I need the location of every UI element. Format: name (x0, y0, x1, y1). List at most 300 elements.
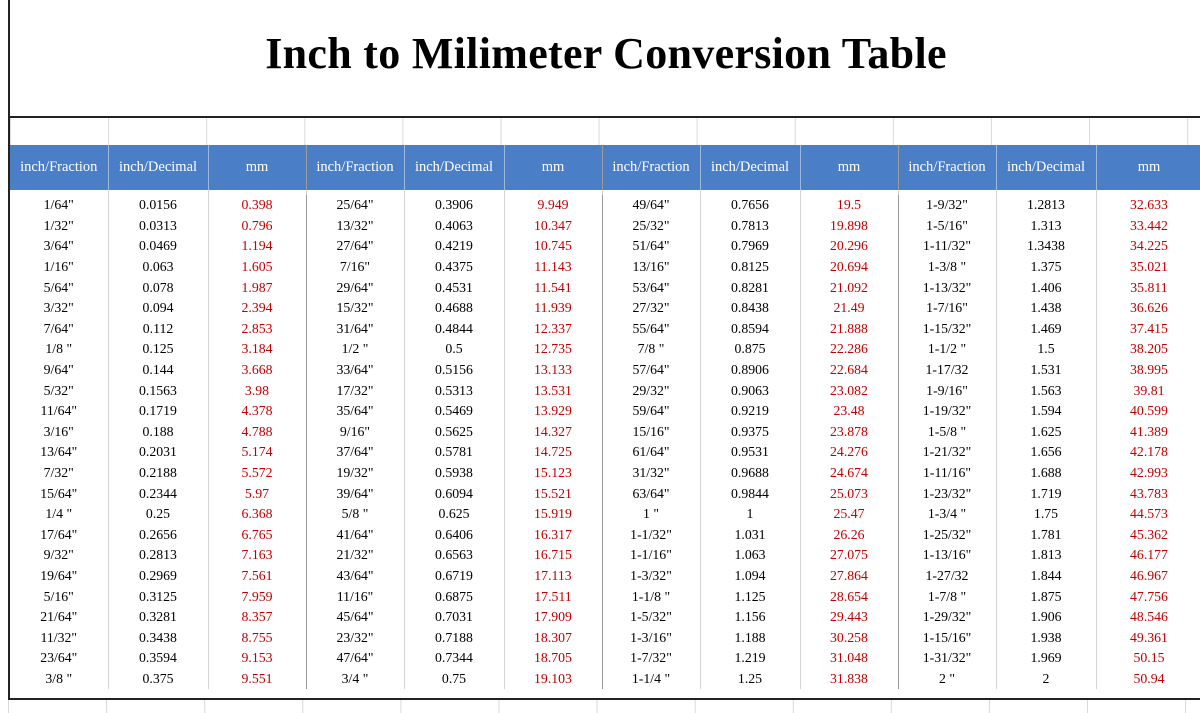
decimal-cell: 0.6875 (404, 586, 504, 607)
mm-cell: 35.811 (1096, 277, 1200, 298)
fraction-cell: 31/32" (602, 463, 700, 484)
mm-cell: 4.378 (208, 401, 306, 422)
fraction-cell: 3/64" (10, 236, 108, 257)
decimal-cell: 0.112 (108, 319, 208, 340)
mm-cell: 20.296 (800, 236, 898, 257)
decimal-cell: 1.563 (996, 380, 1096, 401)
mm-cell: 3.184 (208, 339, 306, 360)
decimal-cell: 1.3438 (996, 236, 1096, 257)
decimal-cell: 2 (996, 669, 1096, 690)
table-row (10, 277, 1200, 298)
mm-cell: 0.796 (208, 216, 306, 237)
mm-cell: 46.967 (1096, 566, 1200, 587)
fraction-cell: 1-13/32" (898, 277, 996, 298)
fraction-cell: 9/16" (306, 422, 404, 443)
mm-cell: 32.633 (1096, 195, 1200, 216)
mm-cell: 31.838 (800, 669, 898, 690)
mm-cell: 47.756 (1096, 586, 1200, 607)
table-row (10, 483, 1200, 504)
mm-cell: 19.103 (504, 669, 602, 690)
fraction-cell: 5/32" (10, 380, 108, 401)
fraction-cell: 5/8 " (306, 504, 404, 525)
fraction-cell: 51/64" (602, 236, 700, 257)
table-row (10, 422, 1200, 443)
mm-cell: 2.394 (208, 298, 306, 319)
mm-cell: 2.853 (208, 319, 306, 340)
decimal-cell: 1.781 (996, 525, 1096, 546)
fraction-cell: 7/16" (306, 257, 404, 278)
fraction-cell: 3/16" (10, 422, 108, 443)
mm-cell: 44.573 (1096, 504, 1200, 525)
table-row (10, 566, 1200, 587)
fraction-cell: 1-11/32" (898, 236, 996, 257)
header-row (10, 145, 1200, 190)
fraction-cell: 55/64" (602, 319, 700, 340)
mm-cell: 28.654 (800, 586, 898, 607)
decimal-cell: 0.8594 (700, 319, 800, 340)
mm-cell: 11.541 (504, 277, 602, 298)
table-body (10, 190, 1200, 689)
mm-cell: 1.605 (208, 257, 306, 278)
mm-cell: 4.788 (208, 422, 306, 443)
decimal-cell: 0.063 (108, 257, 208, 278)
fraction-cell: 1-15/32" (898, 319, 996, 340)
column-header-2: inch/Decimal (108, 145, 208, 190)
mm-cell: 33.442 (1096, 216, 1200, 237)
mm-cell: 21.49 (800, 298, 898, 319)
decimal-cell: 0.9844 (700, 483, 800, 504)
mm-cell: 16.715 (504, 545, 602, 566)
mm-cell: 37.415 (1096, 319, 1200, 340)
mm-cell: 5.572 (208, 463, 306, 484)
decimal-cell: 0.8125 (700, 257, 800, 278)
fraction-cell: 1/4 " (10, 504, 108, 525)
fraction-cell: 1-15/16" (898, 627, 996, 648)
fraction-cell: 57/64" (602, 360, 700, 381)
mm-cell: 24.674 (800, 463, 898, 484)
mm-cell: 21.092 (800, 277, 898, 298)
mm-cell: 22.286 (800, 339, 898, 360)
fraction-cell: 1-3/4 " (898, 504, 996, 525)
mm-cell: 11.143 (504, 257, 602, 278)
table-row (10, 669, 1200, 690)
mm-cell: 17.113 (504, 566, 602, 587)
table-row (10, 380, 1200, 401)
decimal-cell: 1.469 (996, 319, 1096, 340)
decimal-cell: 0.2031 (108, 442, 208, 463)
mm-cell: 19.898 (800, 216, 898, 237)
fraction-cell: 17/32" (306, 380, 404, 401)
page-title: Inch to Milimeter Conversion Table (265, 29, 947, 78)
mm-cell: 15.919 (504, 504, 602, 525)
mm-cell: 19.5 (800, 195, 898, 216)
table-row (10, 627, 1200, 648)
fraction-cell: 35/64" (306, 401, 404, 422)
decimal-cell: 0.1719 (108, 401, 208, 422)
fraction-cell: 1-29/32" (898, 607, 996, 628)
mm-cell: 42.178 (1096, 442, 1200, 463)
mm-cell: 8.357 (208, 607, 306, 628)
decimal-cell: 0.2188 (108, 463, 208, 484)
decimal-cell: 1.406 (996, 277, 1096, 298)
fraction-cell: 3/4 " (306, 669, 404, 690)
decimal-cell: 0.6719 (404, 566, 504, 587)
fraction-cell: 49/64" (602, 195, 700, 216)
decimal-cell: 1.875 (996, 586, 1096, 607)
empty-spreadsheet-row (10, 118, 1200, 145)
fraction-cell: 7/64" (10, 319, 108, 340)
decimal-cell: 0.125 (108, 339, 208, 360)
mm-cell: 45.362 (1096, 525, 1200, 546)
mm-cell: 6.765 (208, 525, 306, 546)
decimal-cell: 0.4688 (404, 298, 504, 319)
decimal-cell: 0.4844 (404, 319, 504, 340)
fraction-cell: 13/32" (306, 216, 404, 237)
decimal-cell: 0.375 (108, 669, 208, 690)
table-row (10, 236, 1200, 257)
decimal-cell: 0.5469 (404, 401, 504, 422)
mm-cell: 10.745 (504, 236, 602, 257)
fraction-cell: 29/64" (306, 277, 404, 298)
fraction-cell: 23/64" (10, 648, 108, 669)
decimal-cell: 1.906 (996, 607, 1096, 628)
table-row (10, 401, 1200, 422)
mm-cell: 41.389 (1096, 422, 1200, 443)
decimal-cell: 1.25 (700, 669, 800, 690)
mm-cell: 36.626 (1096, 298, 1200, 319)
column-header-4: inch/Fraction (306, 145, 404, 190)
decimal-cell: 0.5625 (404, 422, 504, 443)
table-row (10, 339, 1200, 360)
fraction-cell: 7/8 " (602, 339, 700, 360)
mm-cell: 3.98 (208, 380, 306, 401)
decimal-cell: 1 (700, 504, 800, 525)
mm-cell: 7.163 (208, 545, 306, 566)
decimal-cell: 0.75 (404, 669, 504, 690)
mm-cell: 21.888 (800, 319, 898, 340)
mm-cell: 38.995 (1096, 360, 1200, 381)
fraction-cell: 1-7/16" (898, 298, 996, 319)
fraction-cell: 2 " (898, 669, 996, 690)
column-header-11: inch/Decimal (996, 145, 1096, 190)
decimal-cell: 0.9219 (700, 401, 800, 422)
fraction-cell: 1-1/32" (602, 525, 700, 546)
fraction-cell: 3/8 " (10, 669, 108, 690)
fraction-cell: 1-1/16" (602, 545, 700, 566)
mm-cell: 16.317 (504, 525, 602, 546)
decimal-cell: 0.5313 (404, 380, 504, 401)
fraction-cell: 15/32" (306, 298, 404, 319)
decimal-cell: 0.25 (108, 504, 208, 525)
decimal-cell: 1.719 (996, 483, 1096, 504)
fraction-cell: 1-23/32" (898, 483, 996, 504)
column-header-7: inch/Fraction (602, 145, 700, 190)
decimal-cell: 0.3438 (108, 627, 208, 648)
mm-cell: 39.81 (1096, 380, 1200, 401)
fraction-cell: 1-25/32" (898, 525, 996, 546)
decimal-cell: 0.9688 (700, 463, 800, 484)
column-header-12: mm (1096, 145, 1200, 190)
mm-cell: 18.705 (504, 648, 602, 669)
mm-cell: 23.48 (800, 401, 898, 422)
table-row (10, 298, 1200, 319)
decimal-cell: 0.094 (108, 298, 208, 319)
table-header (10, 145, 1200, 190)
mm-cell: 26.26 (800, 525, 898, 546)
fraction-cell: 1-7/8 " (898, 586, 996, 607)
decimal-cell: 0.4219 (404, 236, 504, 257)
decimal-cell: 0.2969 (108, 566, 208, 587)
table-row (10, 195, 1200, 216)
decimal-cell: 1.094 (700, 566, 800, 587)
decimal-cell: 0.6094 (404, 483, 504, 504)
fraction-cell: 1-5/8 " (898, 422, 996, 443)
decimal-cell: 0.078 (108, 277, 208, 298)
decimal-cell: 1.625 (996, 422, 1096, 443)
fraction-cell: 1-3/16" (602, 627, 700, 648)
fraction-cell: 1/16" (10, 257, 108, 278)
decimal-cell: 0.7656 (700, 195, 800, 216)
decimal-cell: 0.8438 (700, 298, 800, 319)
fraction-cell: 11/64" (10, 401, 108, 422)
fraction-cell: 23/32" (306, 627, 404, 648)
decimal-cell: 1.5 (996, 339, 1096, 360)
fraction-cell: 39/64" (306, 483, 404, 504)
fraction-cell: 3/32" (10, 298, 108, 319)
mm-cell: 48.546 (1096, 607, 1200, 628)
mm-cell: 43.783 (1096, 483, 1200, 504)
column-header-6: mm (504, 145, 602, 190)
mm-cell: 1.987 (208, 277, 306, 298)
fraction-cell: 1/32" (10, 216, 108, 237)
decimal-cell: 0.6563 (404, 545, 504, 566)
decimal-cell: 0.3281 (108, 607, 208, 628)
fraction-cell: 1-7/32" (602, 648, 700, 669)
fraction-cell: 27/32" (602, 298, 700, 319)
decimal-cell: 0.0156 (108, 195, 208, 216)
fraction-cell: 1-5/16" (898, 216, 996, 237)
mm-cell: 11.939 (504, 298, 602, 319)
table-row (10, 442, 1200, 463)
decimal-cell: 1.656 (996, 442, 1096, 463)
decimal-cell: 0.6406 (404, 525, 504, 546)
decimal-cell: 0.4063 (404, 216, 504, 237)
fraction-cell: 29/32" (602, 380, 700, 401)
decimal-cell: 1.813 (996, 545, 1096, 566)
decimal-cell: 1.531 (996, 360, 1096, 381)
fraction-cell: 1-1/2 " (898, 339, 996, 360)
decimal-cell: 0.875 (700, 339, 800, 360)
decimal-cell: 1.844 (996, 566, 1096, 587)
table-row (10, 216, 1200, 237)
decimal-cell: 0.9063 (700, 380, 800, 401)
fraction-cell: 25/64" (306, 195, 404, 216)
decimal-cell: 1.063 (700, 545, 800, 566)
decimal-cell: 0.7188 (404, 627, 504, 648)
fraction-cell: 5/64" (10, 277, 108, 298)
mm-cell: 24.276 (800, 442, 898, 463)
fraction-cell: 21/64" (10, 607, 108, 628)
mm-cell: 3.668 (208, 360, 306, 381)
table-row (10, 319, 1200, 340)
mm-cell: 7.959 (208, 586, 306, 607)
column-header-9: mm (800, 145, 898, 190)
mm-cell: 17.909 (504, 607, 602, 628)
fraction-cell: 11/32" (10, 627, 108, 648)
mm-cell: 25.073 (800, 483, 898, 504)
fraction-cell: 1-3/32" (602, 566, 700, 587)
decimal-cell: 0.8281 (700, 277, 800, 298)
mm-cell: 9.153 (208, 648, 306, 669)
title-area (10, 0, 1200, 118)
mm-cell: 27.864 (800, 566, 898, 587)
decimal-cell: 0.625 (404, 504, 504, 525)
decimal-cell: 0.144 (108, 360, 208, 381)
fraction-cell: 25/32" (602, 216, 700, 237)
fraction-cell: 17/64" (10, 525, 108, 546)
mm-cell: 46.177 (1096, 545, 1200, 566)
table-row (10, 607, 1200, 628)
fraction-cell: 45/64" (306, 607, 404, 628)
fraction-cell: 61/64" (602, 442, 700, 463)
decimal-cell: 1.594 (996, 401, 1096, 422)
decimal-cell: 0.5781 (404, 442, 504, 463)
fraction-cell: 1-19/32" (898, 401, 996, 422)
table-row (10, 504, 1200, 525)
decimal-cell: 1.438 (996, 298, 1096, 319)
decimal-cell: 0.7031 (404, 607, 504, 628)
mm-cell: 9.949 (504, 195, 602, 216)
decimal-cell: 1.125 (700, 586, 800, 607)
table-row (10, 586, 1200, 607)
mm-cell: 40.599 (1096, 401, 1200, 422)
table-row (10, 257, 1200, 278)
mm-cell: 13.929 (504, 401, 602, 422)
decimal-cell: 0.188 (108, 422, 208, 443)
mm-cell: 13.531 (504, 380, 602, 401)
mm-cell: 14.327 (504, 422, 602, 443)
fraction-cell: 1-9/32" (898, 195, 996, 216)
mm-cell: 9.551 (208, 669, 306, 690)
column-header-1: inch/Fraction (10, 145, 108, 190)
mm-cell: 6.368 (208, 504, 306, 525)
fraction-cell: 63/64" (602, 483, 700, 504)
mm-cell: 14.725 (504, 442, 602, 463)
fraction-cell: 13/16" (602, 257, 700, 278)
mm-cell: 20.694 (800, 257, 898, 278)
mm-cell: 15.123 (504, 463, 602, 484)
fraction-cell: 59/64" (602, 401, 700, 422)
fraction-cell: 27/64" (306, 236, 404, 257)
decimal-cell: 1.188 (700, 627, 800, 648)
mm-cell: 29.443 (800, 607, 898, 628)
column-header-8: inch/Decimal (700, 145, 800, 190)
mm-cell: 12.337 (504, 319, 602, 340)
decimal-cell: 0.0313 (108, 216, 208, 237)
mm-cell: 17.511 (504, 586, 602, 607)
fraction-cell: 1-3/8 " (898, 257, 996, 278)
fraction-cell: 1-1/8 " (602, 586, 700, 607)
table-row (10, 463, 1200, 484)
mm-cell: 38.205 (1096, 339, 1200, 360)
mm-cell: 35.021 (1096, 257, 1200, 278)
mm-cell: 34.225 (1096, 236, 1200, 257)
decimal-cell: 0.3906 (404, 195, 504, 216)
fraction-cell: 1-1/4 " (602, 669, 700, 690)
decimal-cell: 0.2656 (108, 525, 208, 546)
fraction-cell: 1-5/32" (602, 607, 700, 628)
mm-cell: 30.258 (800, 627, 898, 648)
mm-cell: 49.361 (1096, 627, 1200, 648)
decimal-cell: 0.9375 (700, 422, 800, 443)
decimal-cell: 1.375 (996, 257, 1096, 278)
decimal-cell: 1.219 (700, 648, 800, 669)
fraction-cell: 9/32" (10, 545, 108, 566)
mm-cell: 5.174 (208, 442, 306, 463)
fraction-cell: 11/16" (306, 586, 404, 607)
fraction-cell: 41/64" (306, 525, 404, 546)
fraction-cell: 1-11/16" (898, 463, 996, 484)
decimal-cell: 0.1563 (108, 380, 208, 401)
decimal-cell: 1.938 (996, 627, 1096, 648)
mm-cell: 25.47 (800, 504, 898, 525)
mm-cell: 10.347 (504, 216, 602, 237)
fraction-cell: 1-9/16" (898, 380, 996, 401)
fraction-cell: 7/32" (10, 463, 108, 484)
fraction-cell: 9/64" (10, 360, 108, 381)
decimal-cell: 0.4375 (404, 257, 504, 278)
decimal-cell: 0.7344 (404, 648, 504, 669)
decimal-cell: 1.031 (700, 525, 800, 546)
column-header-5: inch/Decimal (404, 145, 504, 190)
decimal-cell: 0.4531 (404, 277, 504, 298)
fraction-cell: 15/16" (602, 422, 700, 443)
mm-cell: 1.194 (208, 236, 306, 257)
decimal-cell: 0.3125 (108, 586, 208, 607)
decimal-cell: 1.2813 (996, 195, 1096, 216)
mm-cell: 12.735 (504, 339, 602, 360)
fraction-cell: 1-13/16" (898, 545, 996, 566)
fraction-cell: 13/64" (10, 442, 108, 463)
fraction-cell: 43/64" (306, 566, 404, 587)
mm-cell: 5.97 (208, 483, 306, 504)
fraction-cell: 1-21/32" (898, 442, 996, 463)
fraction-cell: 37/64" (306, 442, 404, 463)
mm-cell: 22.684 (800, 360, 898, 381)
mm-cell: 0.398 (208, 195, 306, 216)
sheet-frame (8, 0, 1200, 700)
fraction-cell: 15/64" (10, 483, 108, 504)
table-row (10, 648, 1200, 669)
fraction-cell: 19/64" (10, 566, 108, 587)
mm-cell: 50.94 (1096, 669, 1200, 690)
fraction-cell: 53/64" (602, 277, 700, 298)
mm-cell: 23.082 (800, 380, 898, 401)
mm-cell: 27.075 (800, 545, 898, 566)
mm-cell: 15.521 (504, 483, 602, 504)
mm-cell: 7.561 (208, 566, 306, 587)
decimal-cell: 1.156 (700, 607, 800, 628)
decimal-cell: 0.8906 (700, 360, 800, 381)
fraction-cell: 31/64" (306, 319, 404, 340)
decimal-cell: 0.5156 (404, 360, 504, 381)
column-header-10: inch/Fraction (898, 145, 996, 190)
decimal-cell: 0.2813 (108, 545, 208, 566)
decimal-cell: 1.688 (996, 463, 1096, 484)
decimal-cell: 0.2344 (108, 483, 208, 504)
column-header-3: mm (208, 145, 306, 190)
fraction-cell: 47/64" (306, 648, 404, 669)
